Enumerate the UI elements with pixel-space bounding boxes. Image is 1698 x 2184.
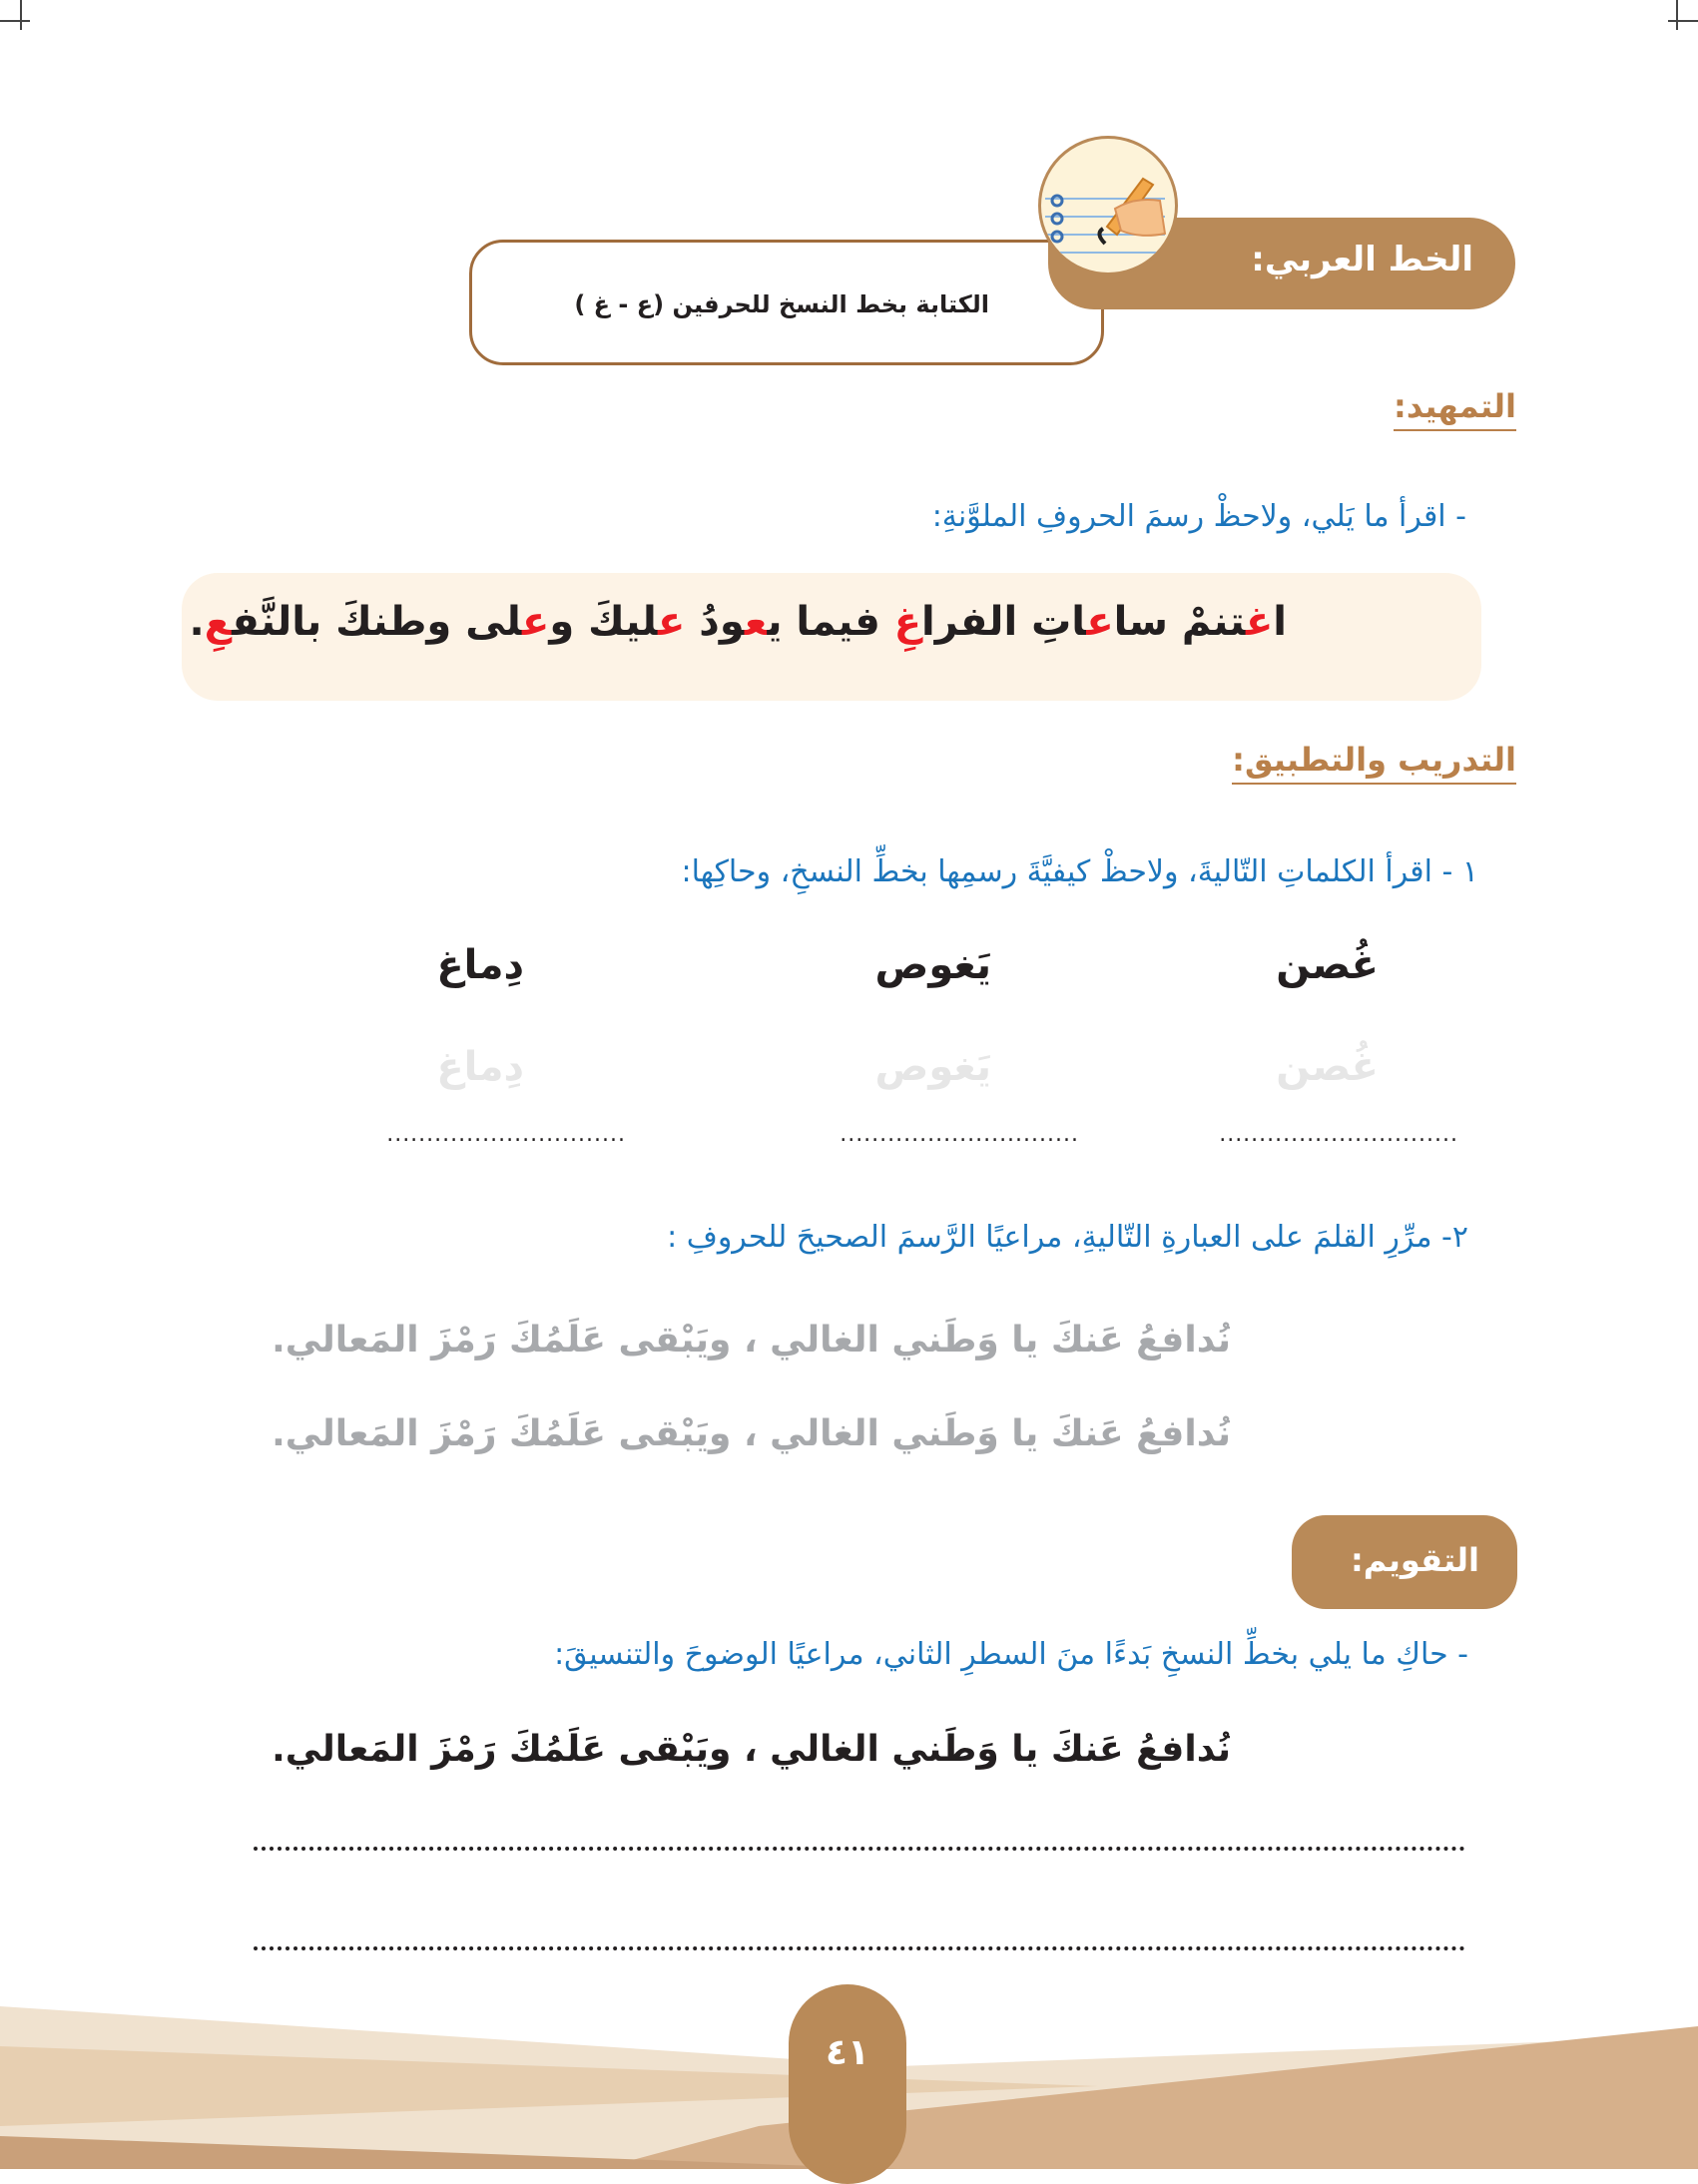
highlighted-sentence bbox=[190, 599, 1287, 645]
page-number: ٤١ bbox=[826, 2032, 869, 2073]
practice-question-1: ١ - اقرأ الكلماتِ التّاليةَ، ولاحظْ كيفيَّةَ رسمِها بخطِّ النسخِ، وحاكِها: bbox=[681, 854, 1478, 889]
trace-line[interactable]: نُدافعُ عَنكَ يا وَطَني الغالي ، ويَبْقى عَلَمُكَ رَمْزَ المَعالي. bbox=[272, 1320, 1231, 1361]
word-yaghus: يَغوص bbox=[874, 942, 991, 988]
intro-heading: التمهيد: bbox=[1394, 387, 1516, 431]
crop-mark bbox=[1676, 0, 1678, 30]
model-sentence: نُدافعُ عَنكَ يا وَطَني الغالي ، ويَبْقى عَلَمُكَ رَمْزَ المَعالي. bbox=[272, 1729, 1231, 1770]
trace-word-dimagh: دِماغ bbox=[436, 1044, 524, 1090]
lesson-subtitle-box bbox=[469, 240, 1104, 365]
answer-line[interactable]: .............................. bbox=[840, 1122, 1079, 1147]
sentence-fragment: فيما ي bbox=[767, 599, 894, 645]
highlighted-letter: ع bbox=[1086, 599, 1114, 645]
highlighted-letter: ع bbox=[658, 599, 686, 645]
sentence-fragment: لى وطنكَ بالنَّف bbox=[232, 599, 523, 645]
evaluation-pill bbox=[1292, 1515, 1517, 1609]
sentence-fragment: ا bbox=[1273, 599, 1287, 645]
sentence-fragment: اتِ الفرا bbox=[921, 599, 1087, 645]
sentence-fragment: ودُ bbox=[685, 599, 745, 645]
writing-hand-icon bbox=[1038, 136, 1178, 275]
word-dimagh: دِماغ bbox=[436, 942, 524, 988]
crop-mark bbox=[0, 20, 30, 22]
crop-mark bbox=[20, 0, 22, 30]
trace-line[interactable]: نُدافعُ عَنكَ يا وَطَني الغالي ، ويَبْقى عَلَمُكَ رَمْزَ المَعالي. bbox=[272, 1413, 1231, 1454]
crop-mark bbox=[1668, 20, 1698, 22]
practice-heading: التدريب والتطبيق: bbox=[1232, 741, 1516, 785]
answer-line[interactable]: .............................. bbox=[386, 1122, 626, 1147]
page-number-badge bbox=[789, 1984, 906, 2184]
highlighted-letter: ع bbox=[744, 599, 768, 645]
answer-line[interactable]: .............................. bbox=[1219, 1122, 1458, 1147]
lesson-subtitle: الكتابة بخط النسخ للحرفين (ع - غ ) bbox=[574, 290, 989, 318]
evaluation-heading: التقويم: bbox=[1350, 1541, 1479, 1579]
trace-word-ghusn: غُصن bbox=[1276, 1044, 1379, 1090]
word-ghusn: غُصن bbox=[1276, 942, 1379, 988]
practice-question-2: ٢- مرِّرِ القلمَ على العبارةِ التّاليةِ، مراعيًا الرَّسمَ الصحيحَ للحروفِ : bbox=[667, 1220, 1468, 1255]
highlighted-letter: غِ bbox=[893, 599, 922, 645]
intro-instruction: - اقرأ ما يَلي، ولاحظْ رسمَ الحروفِ الملوَّنةِ: bbox=[931, 499, 1466, 534]
sentence-fragment: . bbox=[189, 599, 205, 645]
highlighted-letter: ع bbox=[522, 599, 550, 645]
evaluation-instruction: - حاكِ ما يلي بخطِّ النسخِ بَدءًا منَ السطرِ الثاني، مراعيًا الوضوحَ والتنسيقَ: bbox=[554, 1637, 1468, 1672]
section-title: الخط العربي: bbox=[1251, 240, 1473, 279]
highlighted-letter: عِ bbox=[204, 599, 233, 645]
writing-line[interactable] bbox=[254, 1847, 1465, 1851]
writing-line[interactable] bbox=[254, 1946, 1465, 1950]
trace-word-yaghus: يَغوص bbox=[874, 1044, 991, 1090]
highlighted-letter: غ bbox=[1245, 599, 1274, 645]
sentence-fragment: تنمْ سا bbox=[1113, 599, 1246, 645]
sentence-fragment: ليكَ و bbox=[549, 599, 659, 645]
